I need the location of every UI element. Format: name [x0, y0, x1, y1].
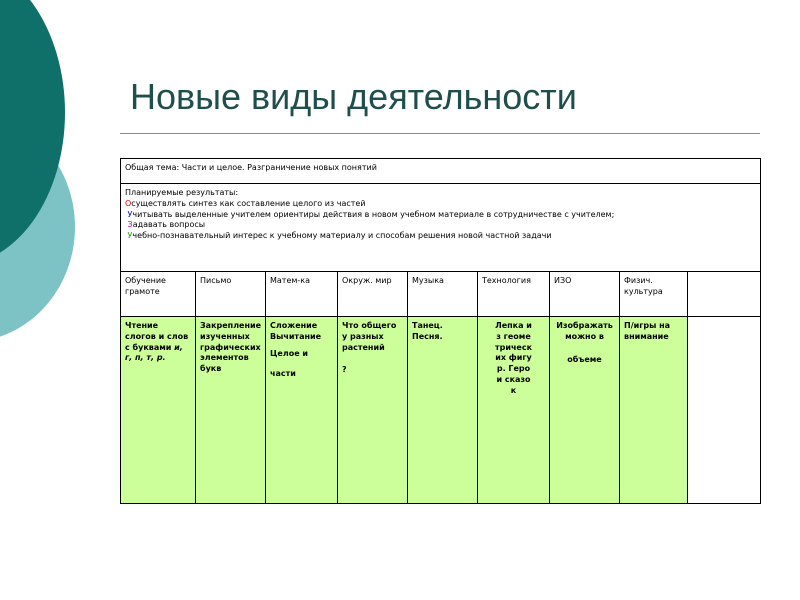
- result-item: [125, 220, 756, 231]
- result-initial: У: [127, 209, 133, 219]
- subject-cell: Окруж. мир: [338, 272, 408, 317]
- activity-text: части: [270, 369, 296, 379]
- activity-letters: и, г, п, т, р.: [125, 342, 183, 363]
- result-initial: О: [125, 198, 132, 208]
- activity-cell-world: [338, 317, 408, 504]
- activity-text: объеме: [567, 354, 602, 364]
- result-initial: З: [127, 220, 133, 230]
- results-row: [121, 184, 761, 272]
- subject-cell: Музыка: [408, 272, 478, 317]
- activity-text: ?: [342, 365, 347, 375]
- results-heading: Планируемые результаты:: [125, 188, 239, 197]
- activity-text: П/игры на внимание: [624, 321, 671, 341]
- activity-text: Сложение Вычитание: [270, 321, 322, 341]
- subject-cell: [688, 272, 761, 317]
- subject-cell: Обучение грамоте: [121, 272, 196, 317]
- subject-cell: Технология: [478, 272, 550, 317]
- subject-cell: ИЗО: [550, 272, 620, 317]
- activity-cell-empty: [688, 317, 761, 504]
- activity-cell-literacy: [121, 317, 196, 504]
- result-text: адавать вопросы: [132, 220, 206, 230]
- activity-text: Изображать можно в: [556, 321, 613, 341]
- theme-text: Общая тема: Части и целое. Разграничение новых понятий: [125, 163, 377, 172]
- activity-text: Танец. Песня.: [412, 321, 443, 341]
- activity-text: Чтение слогов и слов с буквами: [125, 321, 189, 352]
- activity-text: Что общего у разных растений: [342, 321, 397, 352]
- activity-text: Целое и: [270, 348, 309, 358]
- subject-cell: Физич. культура: [620, 272, 688, 317]
- activity-text: Лепка из геометрических фигур. Герои сказок: [494, 321, 533, 395]
- title-divider: [120, 133, 760, 134]
- result-text: читывать выделенные учителем ориентиры действия в новом учебном материале в сотрудничестве с учителем;: [132, 209, 615, 219]
- subject-cell: Матем-ка: [266, 272, 338, 317]
- result-initial: У: [127, 231, 133, 241]
- activities-row: [121, 317, 761, 504]
- result-item: [125, 210, 756, 221]
- activity-cell-writing: [196, 317, 266, 504]
- result-item: [125, 199, 756, 210]
- activity-cell-pe: [620, 317, 688, 504]
- activity-text: Закрепление изученных графических элементов букв: [200, 321, 262, 374]
- results-cell: [121, 184, 761, 272]
- subjects-row: [121, 272, 761, 317]
- activity-cell-math: [266, 317, 338, 504]
- subject-cell: Письмо: [196, 272, 266, 317]
- activity-cell-art: [550, 317, 620, 504]
- activity-cell-music: [408, 317, 478, 504]
- slide-title: Новые виды деятельности: [130, 76, 577, 117]
- theme-cell: [121, 159, 761, 184]
- activity-cell-technology: [478, 317, 550, 504]
- result-item: [125, 231, 756, 242]
- result-text: чебно-познавательный интерес к учебному материалу и способам решения новой частной задачи: [132, 231, 552, 241]
- theme-row: [121, 159, 761, 184]
- lesson-plan-table: [120, 158, 761, 504]
- result-text: существлять синтез как составление целого из частей: [131, 198, 366, 208]
